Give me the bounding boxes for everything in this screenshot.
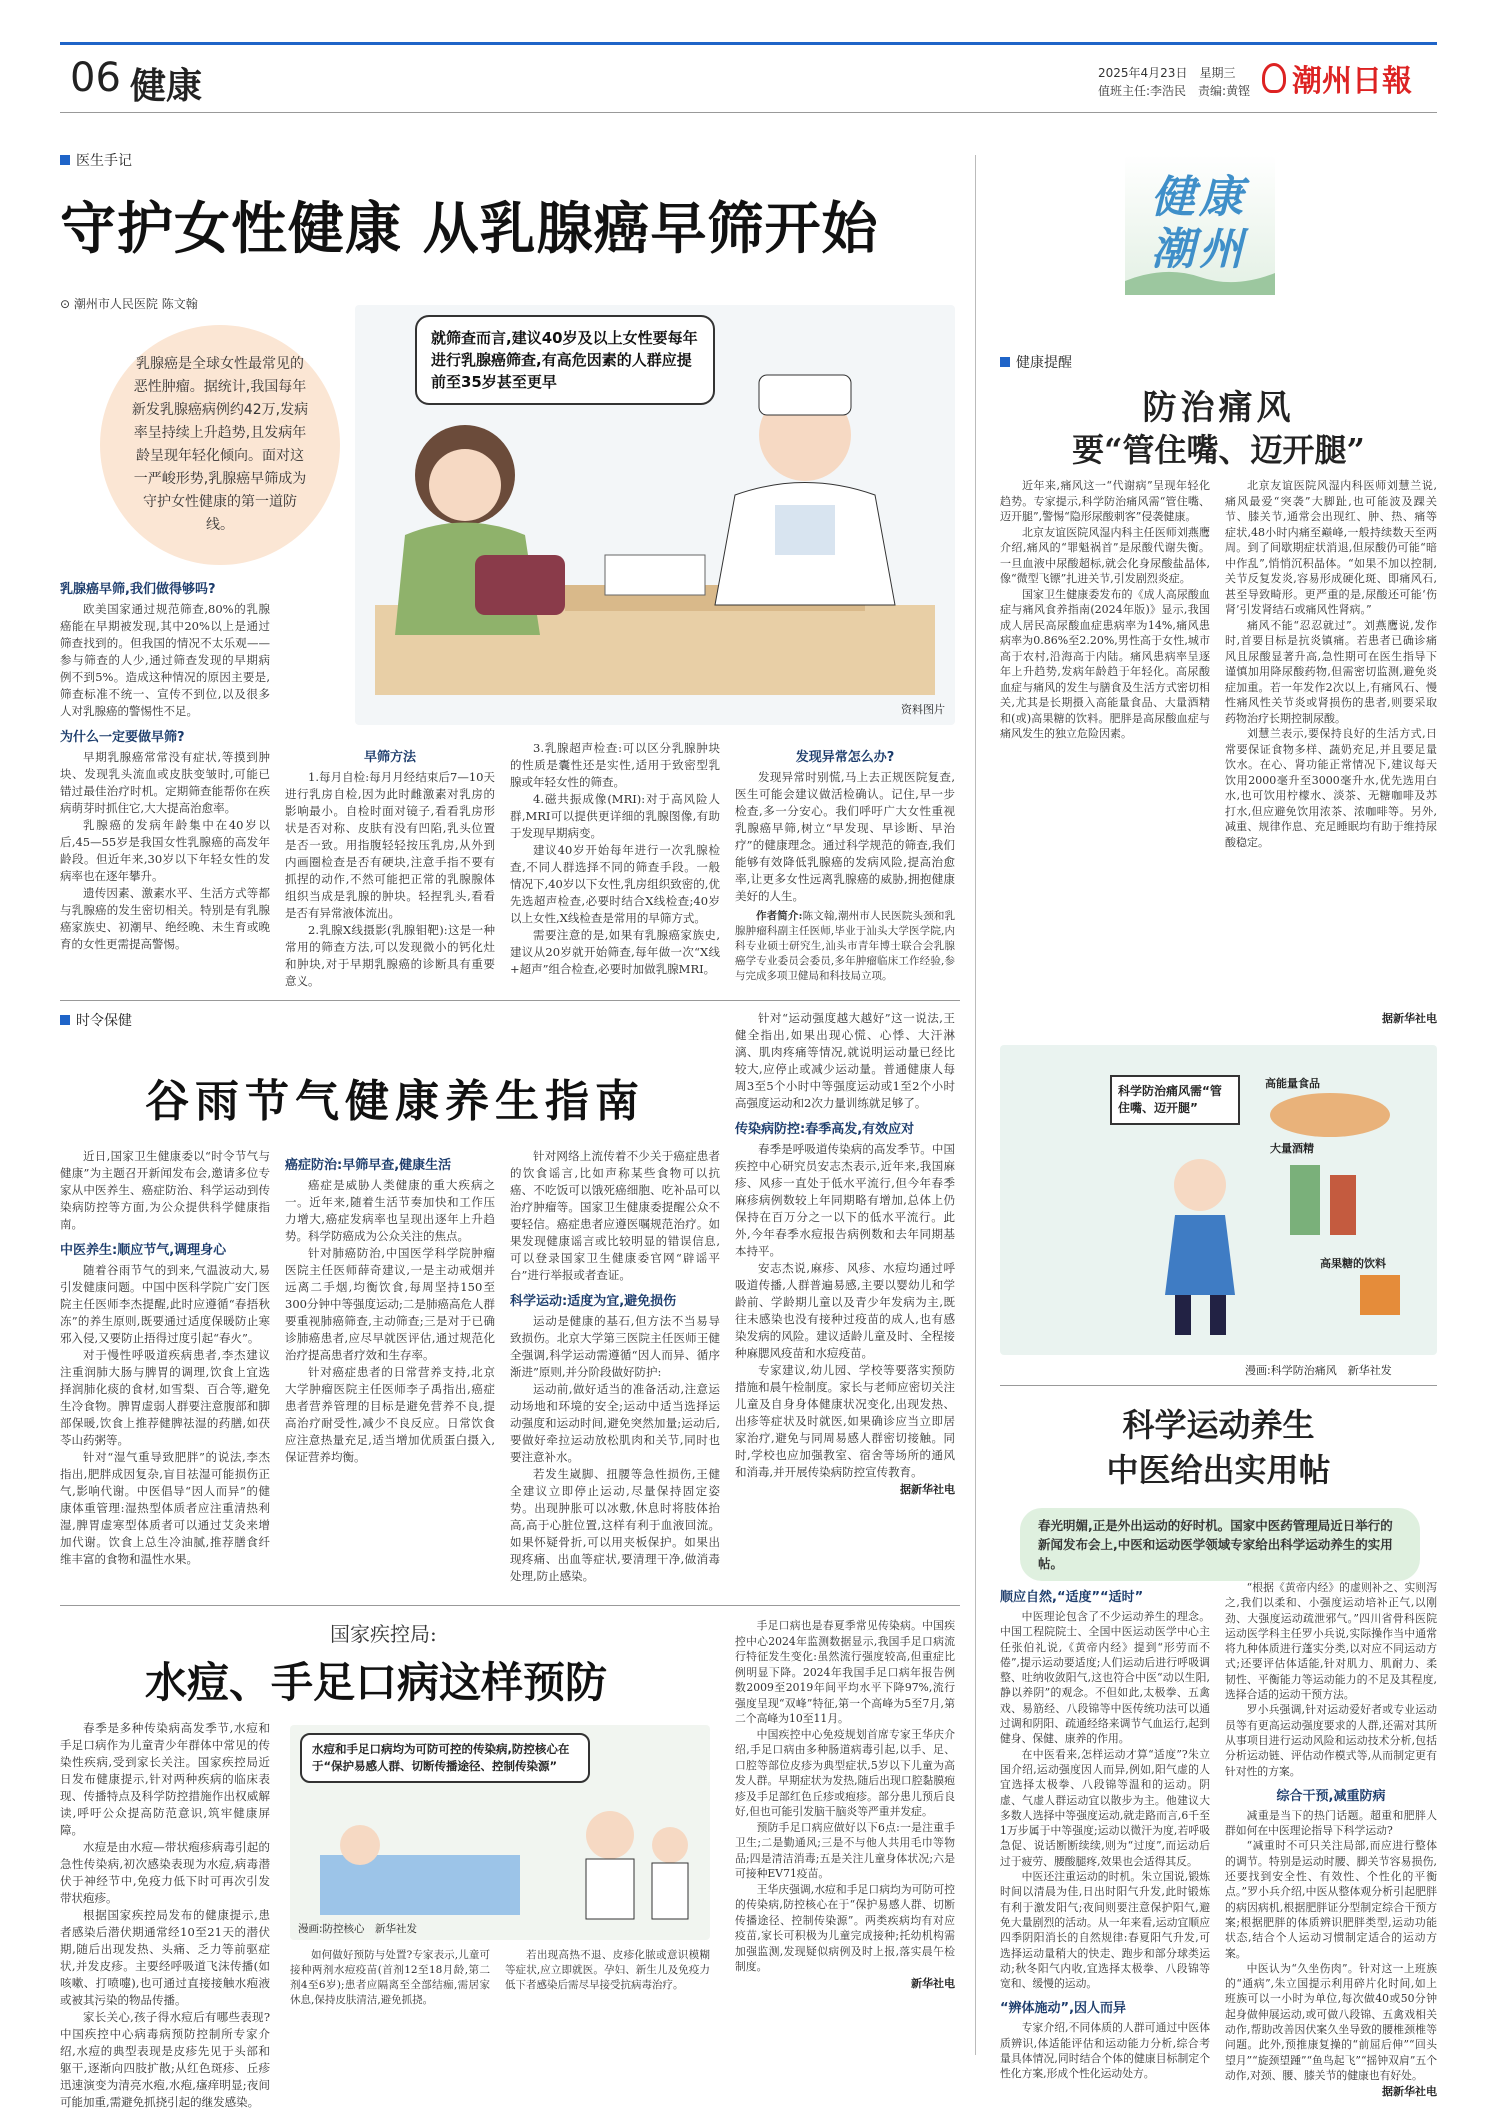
grain-p15: 专家建议,幼儿园、学校等要落实预防措施和晨午检制度。家长与老师应密切关注儿童及自身身体健康状况变化,出现发热、出疹等症状及时就医,如果确诊应当立即居家治疗,避免与同周易感人群密切接触。同时,学校也应加强教室、宿舍等场所的通风和消毒,并开展传染病防控宣传教育。	[735, 1363, 955, 1479]
masthead-logo	[1262, 56, 1412, 100]
sport-credit: 据新华社电	[1382, 2085, 1437, 2099]
grain-col-2	[285, 1148, 495, 1466]
flu-p2: 水痘是由水痘—带状疱疹病毒引起的急性传染病,初次感染表现为水痘,病毒潜伏于神经节中,免疫力低下时可再次引发带状疱疹。	[60, 1840, 270, 1905]
main-headline: 守护女性健康 从乳腺癌早筛开始	[60, 196, 879, 262]
grain-p13: 春季是呼吸道传染病的高发季节。中国疾控中心研究员安志杰表示,近年来,我国麻疹、风疹一直处于低水平流行,但今年春季麻疹病例数较上年同期略有增加,总体上仍保持在百万分之一以下的低水平流行。此外,今年春季水痘报告病例数和去年同期基本持平。	[735, 1142, 955, 1258]
flu-caption: 漫画:防控核心 新华社发	[298, 1923, 418, 1935]
illustration-speech: 就筛查而言,建议40岁及以上女性要每年进行乳腺癌筛查,有高危因素的人群应提前至35岁甚至更早	[415, 315, 715, 405]
column-divider	[975, 155, 976, 2055]
q1-heading: 乳腺癌早筛,我们做得够吗?	[60, 582, 216, 597]
header-rule	[60, 112, 1437, 113]
gout-p2: 北京友谊医院风湿内科主任医师刘燕鹰介绍,痛风的“罪魁祸首”是尿酸代谢失衡。一旦血液中尿酸超标,就会化身尿酸盐晶体,像“微型飞镖”扎进关节,引发剧烈炎症。	[1000, 525, 1210, 585]
left-col-2	[285, 740, 495, 990]
sport-h3: 综合干预,减重防病	[1276, 1788, 1386, 1804]
sport-p3: 中医还注重运动的时机。朱立国说,锻炼时间以清晨为佳,日出时阳气升发,此时锻炼有利于激发阳气;夜间则要注意保护阳气,避免大量剧烈的活动。从一年来看,运动宜顺应四季阴阳消长的自然规律:春夏阳气升发,可选择运动量稍大的快走、跑步和部分球类运动;秋冬阳气内收,宜选择太极拳、八段锦等宽和、缓慢的运动。	[1000, 1870, 1210, 1991]
flu-p8: 中国疾控中心免疫规划首席专家王华庆介绍,手足口病由多种肠道病毒引起,以手、足、口腔等部位皮疹为典型症状,5岁以下儿童为高发人群。早期症状为发热,随后出现口腔黏膜疱疹及手足部红色丘疹或疱疹。部分患儿预后良好,但也可能引发脑干脑炎等严重并发症。	[735, 1727, 955, 1818]
gout-cartoon-caption: 漫画:科学防治痛风 新华社发	[1245, 1364, 1392, 1377]
grain-col-3	[510, 1148, 720, 1585]
abnormal-text: 发现异常时别慌,马上去正规医院复查,医生可能会建议做活检确认。记住,早一步检查,多一分安心。我们呼吁广大女性重视乳腺癌早筛,树立“早发现、早诊断、早治疗”的健康理念。通过科学规范的筛查,我们能够有效降低乳腺癌的发病风险,提高治愈率,让更多女性远离乳腺癌的威胁,拥抱健康美好的人生。	[735, 770, 955, 903]
grain-p5: 癌症是威胁人类健康的重大疾病之一。近年来,随着生活节奏加快和工作压力增大,癌症发病率也呈现出逐年上升趋势。科学防癌成为公众关注的焦点。	[285, 1178, 495, 1243]
flu-illustration	[290, 1725, 710, 1940]
grain-p3: 对于慢性呼吸道疾病患者,李杰建议注重润肺大肠与脾胃的调理,饮食上宜选择润肺化痰的食材,如雪梨、百合等,避免生冷食物。脾胃虚弱人群要注意腹部和脚部保暖,饮食上推荐健脾祛湿的药膳,如茯苓山药粥等。	[60, 1348, 270, 1447]
method-4: 4.磁共振成像(MRI):对于高风险人群,MRI可以提供更详细的乳腺图像,有助于发现早期病变。	[510, 792, 720, 840]
flu-p10: 王华庆强调,水痘和手足口病均为可防可控的传染病,防控核心在于“保护易感人群、切断传播途径、控制传染源”。两类疾病均有对应疫苗,家长可积极为儿童完成接种;托幼机构需加强监测,发现疑似病例及时上报,落实晨午检制度。	[735, 1882, 955, 1973]
grain-p8: 针对网络上流传着不少关于癌症患者的饮食谣言,比如声称某些食物可以抗癌、不吃饭可以饿死癌细胞、吃补品可以治疗肿瘤等。国家卫生健康委提醒公众不要轻信。癌症患者应遵医嘱规范治疗。如果发现健康谣言或比较明显的错误信息,可以登录国家卫生健康委官网“辟谣平台”进行举报或者查证。	[510, 1149, 720, 1282]
health-chaozhou-logo	[1125, 155, 1275, 295]
cartoon-label-3: 高果糖的饮料	[1320, 1257, 1386, 1270]
sport-h1: 顺应自然,“适度”“适时”	[1000, 1590, 1144, 1605]
cartoon-sign: 科学防治痛风需“管住嘴、迈开腿”	[1110, 1075, 1240, 1125]
gout-p3: 国家卫生健康委发布的《成人高尿酸血症与痛风食养指南(2024年版)》显示,我国成人居民高尿酸血症患病率为14%,痛风患病率为0.86%至2.20%,男性高于女性,城市高于农村,沿海高于内陆。痛风患病率呈逐年上升趋势,发病年龄趋于年轻化。高尿酸血症与痛风的发生与膳食及生活方式密切相关,尤其是长期摄入高能量食品、大量酒精和(或)高果糖的饮料。肥胖是高尿酸血症与痛风发生的独立危险因素。	[1000, 587, 1210, 740]
sport-h2: “辨体施动”,因人而异	[1000, 2001, 1127, 2017]
editors: 值班主任:李浩民 责编:黄铿	[1098, 84, 1251, 98]
grain-p4: 针对“湿气重导致肥胖”的说法,李杰指出,肥胖成因复杂,盲目祛湿可能损伤正气,影响代谢。中医倡导“因人而异”的健康体重管理:湿热型体质者应注重清热利湿,脾胃虚寒型体质者可以通过艾灸来增加代谢。饮食上总生冷油腻,推荐膳食纤维丰富的食物和温性水果。	[60, 1450, 270, 1566]
grain-p12: 针对“运动强度越大越好”这一说法,王健全指出,如果出现心慌、心悸、大汗淋漓、肌肉疼痛等情况,就说明运动量已经比较大,应停止或减少运动量。普通健康人每周3至5个小时中等强度运动或1至2个小时高强度运动和2次力量训练就足够了。	[735, 1011, 955, 1110]
sport-col-1	[1000, 1580, 1210, 2082]
grain-credit: 据新华社电	[900, 1483, 955, 1496]
method-6: 需要注意的是,如果有乳腺癌家族史,建议从20岁就开始筛查,每年做一次“X线+超声”组合检查,必要时加做乳腺MRI。	[510, 928, 720, 976]
flu-p6: 若出现高热不退、皮疹化脓或意识模糊等症状,应立即就医。孕妇、新生儿及免疫力低下者感染后需尽早接受抗病毒治疗。	[505, 1949, 710, 1991]
grain-p2: 随着谷雨节气的到来,气温波动大,易引发健康问题。中国中医科学院广安门医院主任医师李杰提醒,此时应遵循“春捂秋冻”的养生原则,既要通过适度保暖防止寒邪入侵,又要防止捂得过度引起“春火”。	[60, 1263, 270, 1345]
gout-col-2	[1225, 478, 1437, 850]
grain-col-4	[735, 1010, 955, 1497]
sport-p1: 中医理论包含了不少运动养生的理念。中国工程院院士、全国中医运动医学中心主任张伯礼说,《黄帝内经》提到“形劳而不倦”,提示运动要适度;人们运动后进行呼吸调整、吐纳收敛阳气,这也符合中医“动以生阳,静以养阴”的观念。不但如此,太极拳、五禽戏、易筋经、八段锦等中医传统功法可以通过调和阴阳、疏通经络来调节气血运行,起到健身、保健、康养的作用。	[1000, 1610, 1210, 1746]
method-1: 1.每月自检:每月月经结束后7—10天进行乳房自检,因为此时雌激素对乳房的影响最小。自检时面对镜子,看看乳房形状是否对称、皮肤有没有凹陷,乳头位置是否一致。用指腹轻轻按压乳房,从外到内画圈检查是否有硬块,注意手指不要有抓捏的动作,不然可能把正常的乳腺腺体组织当成是乳腺的肿块。轻捏乳头,看看是否有异常液体流出。	[285, 770, 495, 920]
doctor-illustration	[355, 305, 955, 725]
sport-title-2: 中医给出实用帖	[1106, 1451, 1331, 1489]
grain-tag-label: 时令保健	[76, 1013, 132, 1029]
sport-p7: 减重是当下的热门话题。超重和肥胖人群如何在中医理论指导下科学运动?	[1225, 1808, 1437, 1838]
grain-p6: 针对肺癌防治,中国医学科学院肿瘤医院主任医师薛奇建议,一是主动戒烟并远离二手烟,均衡饮食,每周坚持150至300分钟中等强度运动;二是肺癌高危人群要重视肺癌筛查,主动筛查;三是对于已确诊肺癌患者,应尽早就医评估,通过规范化治疗提高患者疗效和生存率。	[285, 1246, 495, 1362]
tag-square	[60, 155, 70, 165]
top-rule	[60, 42, 1437, 45]
issue-date: 2025年4月23日 星期三	[1098, 66, 1236, 80]
masthead-emblem-icon	[1262, 63, 1286, 93]
grain-headline: 谷雨节气健康养生指南	[145, 1076, 645, 1127]
grain-tag-square	[60, 1015, 70, 1025]
method-5: 建议40岁开始每年进行一次乳腺检查,不同人群选择不同的筛查手段。一般情况下,40岁以下女性,乳房组织致密的,优先选超声检查,必要时结合X线检查;40岁以上女性,X线检查是常用的早筛方式。	[510, 843, 720, 925]
grain-p9: 运动是健康的基石,但方法不当易导致损伤。北京大学第三医院主任医师王健全强调,科学运动需遵循“因人而异、循序渐进”原则,并分阶段做好防护:	[510, 1314, 720, 1379]
grain-p10: 运动前,做好适当的准备活动,注意运动场地和环境的安全;运动中适当选择运动强度和运动时间,避免突然加量;运动后,要做好牵拉运动放松肌肉和关节,同时也要注意补水。	[510, 1382, 720, 1464]
flu-credit: 新华社电	[911, 1976, 955, 1990]
intro-bubble	[100, 325, 340, 565]
cartoon-label-1: 高能量食品	[1265, 1077, 1320, 1090]
gout-credit: 据新华社电	[1382, 1012, 1437, 1025]
logo-line-2: 潮州	[1151, 224, 1247, 275]
grain-intro: 近日,国家卫生健康委以“时令节气与健康”为主题召开新闻发布会,邀请多位专家从中医养生、癌症防治、科学运动到传染病防控等方面,为公众提供科学健康指南。	[60, 1149, 270, 1231]
page-number: 06	[70, 55, 121, 101]
left-col-1	[60, 572, 270, 953]
flu-p3: 根据国家疾控局发布的健康提示,患者感染后潜伏期通常经10至21天的潜伏期,随后出现发热、头痛、乏力等前驱症状,并发皮疹。主要经呼吸道飞沫传播(如咳嗽、打喷嚏),也可通过直接接触水疱液或被其污染的物品传播。	[60, 1908, 270, 2007]
flu-speech: 水痘和手足口病均为可防可控的传染病,防控核心在于“保护易感人群、切断传播途径、控制传染源”	[300, 1733, 590, 1783]
grain-p11: 若发生崴脚、扭腰等急性损伤,王健全建议立即停止运动,尽量保持固定姿势。出现肿胀可以冰敷,休息时将肢体抬高,高于心脏位置,这样有利于血液回流。如果怀疑骨折,可以用夹板保护。如果出现疼痛、出血等症状,要清理干净,做消毒处理,防止感染。	[510, 1467, 720, 1583]
main-byline: ⊙ 潮州市人民医院 陈文翰	[60, 297, 198, 311]
grain-p14: 安志杰说,麻疹、风疹、水痘均通过呼吸道传播,人群普遍易感,主要以婴幼儿和学龄前、学龄期儿童以及青少年发病为主,既往未感染也没有接种过疫苗的成人,也有感染发病的风险。建议适龄儿童及时、全程接种麻腮风疫苗和水痘疫苗。	[735, 1261, 955, 1360]
left-col-4	[735, 740, 955, 984]
sport-p5: “根据《黄帝内经》的虚则补之、实则泻之,我们以柔和、小强度运动培补正气,以刚劲、大强度运动疏泄邪气。”四川省骨科医院运动医学科主任罗小兵说,实际操作当中通常将九种体质进行蓬实分类,以对应不同运动方式;还要评估体适能,针对肌力、肌耐力、柔韧性、平衡能力等运动能力的不足及其程度,选择合适的运动干预方法。	[1225, 1581, 1437, 1702]
section-divider-3	[1000, 1385, 1437, 1386]
sport-lead: 春光明媚,正是外出运动的好时机。国家中医药管理局近日举行的新闻发布会上,中医和运动医学领域专家给出科学运动养生的实用帖。	[1020, 1508, 1420, 1581]
flu-p5: 如何做好预防与处置?专家表示,儿童可接种两剂水痘疫苗(首剂12至18月龄,第二剂4至6岁);患者应隔离至全部结痂,需居家休息,保持皮肤清洁,避免抓挠。	[290, 1949, 490, 2006]
sport-col-2	[1225, 1580, 1437, 2099]
grain-col-1	[60, 1148, 270, 1568]
intro-bubble-text: 乳腺癌是全球女性最常见的恶性肿瘤。据统计,我国每年新发乳腺癌病例约42万,发病率呈持续上升趋势,且发病年龄呈现年轻化倾向。面对这一严峻形势,乳腺癌早筛成为守护女性健康的第一道防线。	[131, 356, 309, 533]
tag-label: 医生手记	[76, 153, 132, 169]
q2-heading: 为什么一定要做早筛?	[60, 730, 185, 745]
section-divider-2	[60, 1605, 960, 1606]
grain-h4: 传染病防控:春季高发,有效应对	[735, 1122, 915, 1137]
flu-col-2	[290, 1948, 490, 2008]
main-column-tag	[60, 150, 132, 170]
illustration-figures	[355, 305, 955, 725]
logo-line-1: 健康	[1151, 172, 1247, 223]
grain-column-tag	[60, 1010, 132, 1030]
q2-text-c: 遗传因素、激素水平、生活方式等都与乳腺癌的发生密切相关。特别是有乳腺癌家族史、初潮早、绝经晚、未生育或晚育的女性更需提高警惕。	[60, 886, 270, 951]
gout-p4: 北京友谊医院风湿内科医师刘慧兰说,痛风最爱“突袭”大脚趾,也可能波及踝关节、膝关节,通常会出现红、肿、热、痛等症状,48小时内痛至巅峰,一般持续数天至两周。到了间歇期症状消退,但尿酸仍可能“暗中作乱”,悄悄沉积晶体。“如果不加以控制,关节反复发炎,容易形成硬化斑、即痛风石,甚至导致畸形。更严重的是,尿酸还可能‘伤肾’引发肾结石或痛风性肾病。”	[1225, 479, 1437, 616]
grain-p7: 针对癌症患者的日常营养支持,北京大学肿瘤医院主任医师李子禹指出,癌症患者营养管理的目标是避免营养不良,提高治疗耐受性,减少不良反应。日常饮食应注意热量充足,适当增加优质蛋白摄入,保证营养均衡。	[285, 1365, 495, 1464]
gout-p5: 痛风不能“忍忍就过”。刘燕鹰说,发作时,首要目标是抗炎镇痛。若患者已确诊痛风且尿酸显著升高,急性期可在医生指导下谨慎加用降尿酸药物,但需密切监测,避免炎症加重。若一年发作2次以上,有痛风石、慢性痛风性关节炎或肾损伤的患者,则要采取药物治疗长期控制尿酸。	[1225, 618, 1437, 725]
section-divider-1	[60, 1000, 960, 1001]
method-2: 2.乳腺X线摄影(乳腺钼靶):这是一种常用的筛查方法,可以发现微小的钙化灶和肿块,对于早期乳腺癌的诊断具有重要意义。	[285, 923, 495, 988]
sport-p4: 专家介绍,不同体质的人群可通过中医体质辨识,体适能评估和运动能力分析,综合考量具体情况,同时结合个体的健康目标制定个性化方案,形成个性化运动处方。	[1000, 2021, 1210, 2081]
illustration-credit: 资料图片	[901, 703, 945, 716]
flu-col-1	[60, 1720, 270, 2111]
sport-p8: “减重时不可只关注局部,而应进行整体的调节。特别是运动时腰、脚关节容易损伤,还要找到安全性、有效性、个性化的平衡点。”罗小兵介绍,中医从整体观分析引起肥胖的病因病机,根据肥胖证分型制定综合干预方案;根据肥胖的体质辨识肥胖类型,运动功能状态,结合个人运动习惯制定适合的运动方案。	[1225, 1839, 1437, 1960]
cartoon-figures	[1000, 1045, 1437, 1355]
flu-headline: 水痘、手足口病这样预防	[145, 1658, 608, 1707]
gout-p6: 刘慧兰表示,要保持良好的生活方式,日常要保证食物多样、蔬奶充足,并且要足量饮水。在心、肾功能正常情况下,建议每天饮用2000毫升至3000毫升水,优先选用白水,也可饮用柠檬水、淡茶、无糖咖啡及苏打水,但应避免饮用浓茶、浓咖啡等。另外,减重、规律作息、充足睡眠均有助于维持尿酸稳定。	[1225, 727, 1437, 849]
gout-title-1: 防治痛风	[1142, 388, 1295, 428]
flu-col-4	[735, 1618, 955, 1991]
flu-kicker: 国家疾控局:	[330, 1622, 437, 1646]
sport-p2: 在中医看来,怎样运动才算“适度”?朱立国介绍,运动强度因人而异,例如,阳气虚的人宜选择太极拳、八段锦等温和的运动。阴虚、气虚人群运动宜以散步为主。他建议大多数人选择中等强度运动,就走路而言,6千至1万步属于中等强度;运动以微汗为度,若呼吸急促、说话断断续续,则为“过度”,而运动后过于疲劳、腰酸腿疼,效果也会适得其反。	[1000, 1747, 1210, 1868]
left-col-3	[510, 740, 720, 978]
grain-h1: 中医养生:顺应节气,调理身心	[60, 1243, 227, 1258]
masthead-name: 潮州日報	[1292, 64, 1412, 99]
q2-text: 早期乳腺癌常常没有症状,等摸到肿块、发现乳头流血或皮肤变皱时,可能已错过最佳治疗时机。定期筛查能帮你在疾病萌芽时抓住它,大大提高治愈率。	[60, 750, 270, 815]
logo-landscape-icon	[1125, 259, 1275, 295]
q1-text: 欧美国家通过规范筛查,80%的乳腺癌能在早期被发现,其中20%以上是通过筛查找到的。但我国的情况不太乐观——参与筛查的人少,通过筛查发现的早期病例不到5%。造成这种情况的原因主要是,筛查标准不统一、宣传不到位,以及很多人对乳腺癌的警惕性不足。	[60, 602, 270, 718]
gout-p1: 近年来,痛风这一“代谢病”呈现年轻化趋势。专家提示,科学防治痛风需“管住嘴、迈开腿”,警惕“隐形尿酸刺客”侵袭健康。	[1000, 479, 1210, 523]
gout-tag-square	[1000, 357, 1010, 367]
gout-tag-label: 健康提醒	[1016, 355, 1072, 371]
byline-text: 潮州市人民医院 陈文翰	[73, 297, 198, 311]
q2-text-b: 乳腺癌的发病年龄集中在40岁以后,45—55岁是我国女性乳腺癌的高发年龄段。但近年来,30岁以下年轻女性的发病率也在逐年攀升。	[60, 818, 270, 883]
grain-h3: 科学运动:适度为宜,避免损伤	[510, 1294, 677, 1309]
sport-p9: 中医认为“久坐伤肉”。针对这一上班族的“通病”,朱立国提示利用碎片化时间,如上班族可以一小时为单位,每次做40或50分钟起身做伸展运动,或可做八段锦、五禽戏相关动作,帮助改善因伏案久坐导致的腰椎颈椎等问题。此外,预推康复操的“前屈后伸”“回头望月”“旋颈望踵”“鱼鸟起飞”“摇钟双肩”五个动作,对颈、腰、膝关节的健康也有好处。	[1225, 1961, 1437, 2082]
flu-p7: 手足口病也是春夏季常见传染病。中国疾控中心2024年监测数据显示,我国手足口病流行特征发生变化:虽然流行强度较高,但重症比例明显下降。2024年我国手足口病年报告例数2009至2019年间平均水平下降97%,流行强度呈现“双峰”特征,第一个高峰为5至7月,第二个高峰为10至11月。	[735, 1619, 955, 1725]
flu-figures	[290, 1725, 710, 1940]
abnormal-heading: 发现异常怎么办?	[795, 750, 895, 765]
author-note	[735, 909, 955, 984]
gout-column-tag	[1000, 352, 1072, 372]
flu-p9: 预防手足口病应做好以下6点:一是注重手卫生;二是勤通风;三是不与他人共用毛巾等物品;四是清洁消毒;五是关注儿童身体状况;六是可接种EV71疫苗。	[735, 1820, 955, 1880]
sport-p6: 罗小兵强调,针对运动爱好者或专业运动员等有更高运动强度要求的人群,还需对其所从事项目进行运动风险和运动技术分析,包括分析运动链、评估动作模式等,从而制定更有针对性的方案。	[1225, 1703, 1437, 1778]
sport-title-1: 科学运动养生	[1122, 1406, 1315, 1444]
gout-col-1	[1000, 478, 1210, 742]
gout-cartoon	[1000, 1045, 1437, 1355]
flu-p1: 春季是多种传染病高发季节,水痘和手足口病作为儿童青少年群体中常见的传染性疾病,受到家长关注。国家疾控局近日发布健康提示,针对两种疾病的临床表现、传播特点及科学防控措施作出权威解读,呼吁公众提高防范意识,筑牢健康屏障。	[60, 1721, 270, 1837]
methods-heading: 早筛方法	[363, 750, 416, 765]
author-text: 陈文翰,潮州市人民医院头颈和乳腺肿瘤科副主任医师,毕业于汕头大学医学院,内科专业硕士研究生,汕头市青年博士联合会乳腺癌学专业委员会委员,多年肿瘤临床工作经验,参与完成多项卫健局和科技局立项。	[735, 910, 955, 982]
gout-title-2: 要“管住嘴、迈开腿”	[1072, 431, 1365, 469]
flu-col-3	[505, 1948, 710, 1993]
grain-h2: 癌症防治:早筛早查,健康生活	[285, 1158, 452, 1173]
method-3: 3.乳腺超声检查:可以区分乳腺肿块的性质是囊性还是实性,适用于致密型乳腺或年轻女性的筛查。	[510, 741, 720, 789]
flu-p4: 家长关心,孩子得水痘后有哪些表现?中国疾控中心病毒病预防控制所专家介绍,水痘的典型表现是皮疹先见于头部和躯干,逐渐向四肢扩散;从红色斑疹、丘疹迅速演变为清亮水疱,水疱,瘙痒明显;夜间可能加重,需避免抓挠引起的继发感染。	[60, 2010, 270, 2109]
author-label: 作者简介:	[756, 910, 803, 922]
section-name: 健康	[130, 66, 203, 107]
cartoon-label-2: 大量酒精	[1270, 1142, 1314, 1155]
